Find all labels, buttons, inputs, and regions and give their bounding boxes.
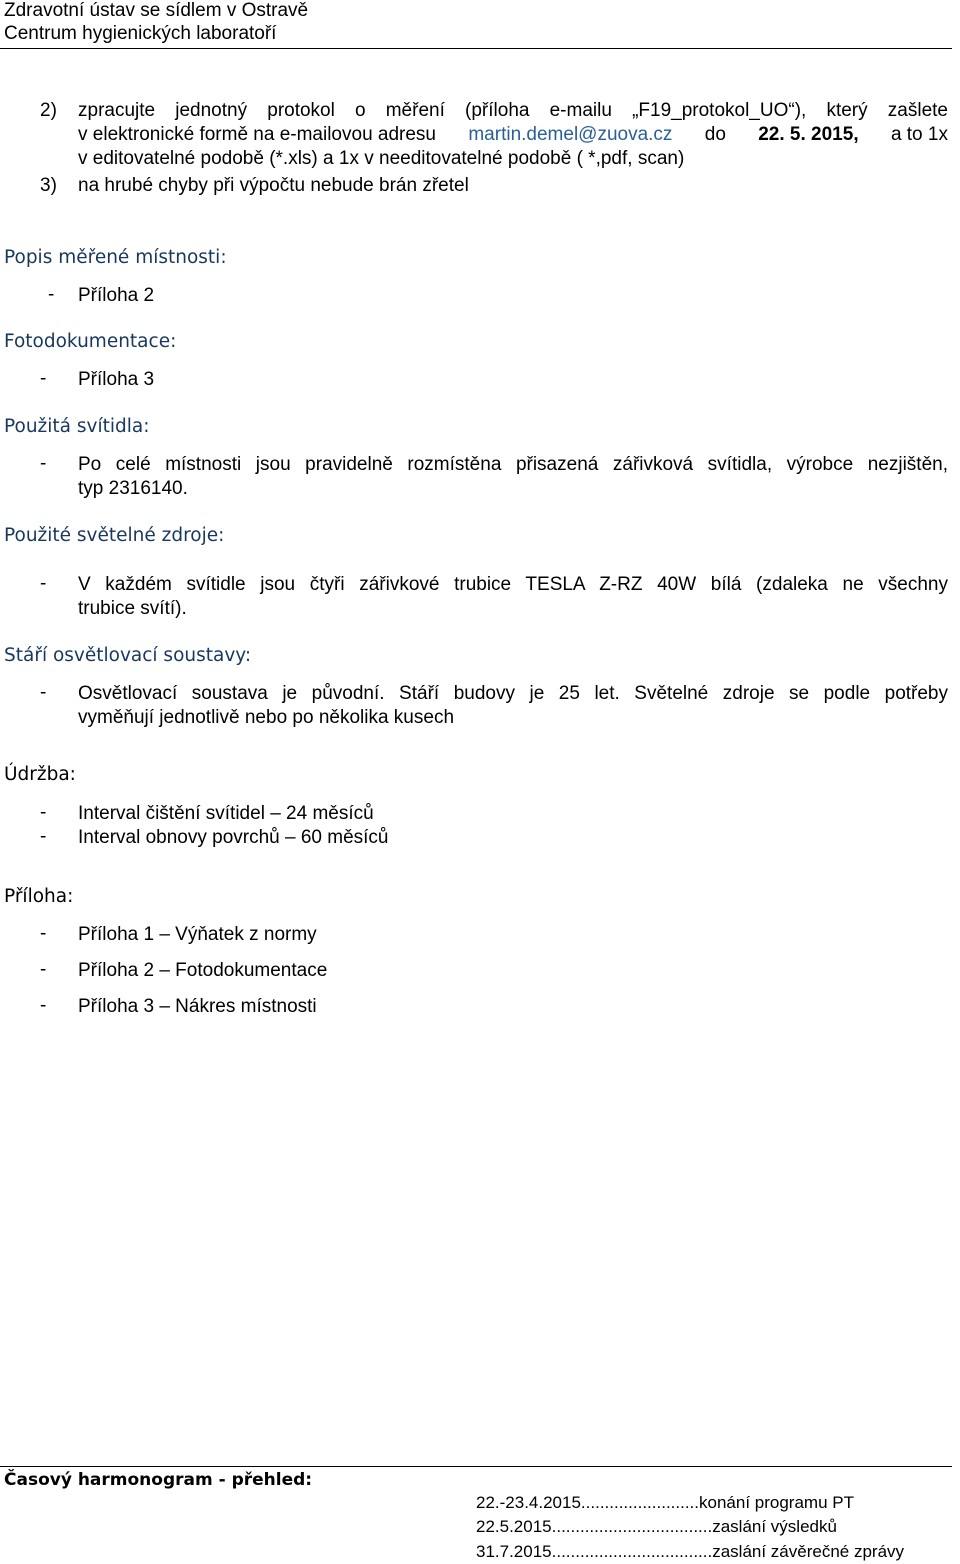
dash-bullet: - (48, 284, 55, 305)
header-org: Zdravotní ústav se sídlem v Ostravě (4, 0, 309, 21)
section-heading: Popis měřené místnosti: (4, 247, 227, 268)
attachment-ref: Příloha 3 (78, 369, 155, 390)
instruction-text: do (704, 124, 726, 145)
body-line: Osvětlovací soustava je původní. Stáří budovy je 25 let. Světelné zdroje se podle potřeby (78, 683, 948, 704)
instruction-text: a to 1x (890, 124, 948, 145)
dash-bullet: - (40, 959, 47, 980)
dash-bullet: - (40, 368, 47, 389)
body-line: Po celé místnosti jsou pravidelně rozmístěna přisazená zářivková svítidla, výrobce nezjištěn, (78, 454, 948, 475)
section-heading: Příloha: (4, 886, 74, 907)
email-link[interactable]: martin.demel@zuova.cz (468, 124, 673, 145)
footer-divider (0, 1466, 952, 1467)
instruction-text: v elektronické formě na e-mailovou adresu (78, 124, 437, 145)
dash-bullet: - (40, 573, 47, 594)
body-line: vyměňují jednotlivě nebo po několika kusech (78, 707, 455, 728)
item-number: 2) (40, 100, 57, 121)
section-heading: Použité světelné zdroje: (4, 525, 225, 546)
schedule-title: Časový harmonogram - přehled: (4, 1470, 313, 1490)
dash-bullet: - (40, 802, 47, 823)
dash-bullet: - (40, 995, 47, 1016)
dash-bullet: - (40, 923, 47, 944)
attachment-item: Příloha 3 – Nákres místnosti (78, 996, 317, 1017)
attachment-ref: Příloha 2 (78, 285, 155, 306)
instruction-line: na hrubé chyby při výpočtu nebude brán zřetel (78, 175, 469, 196)
dash-bullet: - (40, 453, 47, 474)
section-heading: Fotodokumentace: (4, 331, 177, 352)
maintenance-item: Interval čištění svítidel – 24 měsíců (78, 803, 374, 824)
schedule-row: 22.5.2015..................................zaslání výsledků (476, 1517, 837, 1536)
instruction-line: zpracujte jednotný protokol o měření (příloha e-mailu „F19_protokol_UO“), který zašlete (78, 100, 948, 121)
section-heading: Stáří osvětlovací soustavy: (4, 645, 252, 666)
dash-bullet: - (40, 826, 47, 847)
body-line: V každém svítidle jsou čtyři zářivkové trubice TESLA Z-RZ 40W bílá (zdaleka ne všechny (78, 574, 948, 595)
body-line: trubice svítí). (78, 598, 187, 619)
instruction-line (78, 123, 948, 147)
header-lab: Centrum hygienických laboratoří (4, 23, 277, 44)
item-number: 3) (40, 175, 57, 196)
body-line: typ 2316140. (78, 478, 188, 499)
instruction-line: v editovatelné podobě (*.xls) a 1x v needitovatelné podobě ( *,pdf, scan) (78, 148, 685, 169)
schedule-row: 22.-23.4.2015.........................konání programu PT (476, 1493, 854, 1512)
section-heading: Použitá svítidla: (4, 416, 150, 437)
section-heading: Údržba: (4, 764, 76, 785)
attachment-item: Příloha 1 – Výňatek z normy (78, 924, 317, 945)
maintenance-item: Interval obnovy povrchů – 60 měsíců (78, 827, 389, 848)
header-divider (0, 48, 952, 49)
dash-bullet: - (40, 682, 47, 703)
deadline-date: 22. 5. 2015, (758, 124, 859, 145)
attachment-item: Příloha 2 – Fotodokumentace (78, 960, 328, 981)
schedule-row: 31.7.2015..................................zaslání závěrečné zprávy (476, 1542, 905, 1561)
